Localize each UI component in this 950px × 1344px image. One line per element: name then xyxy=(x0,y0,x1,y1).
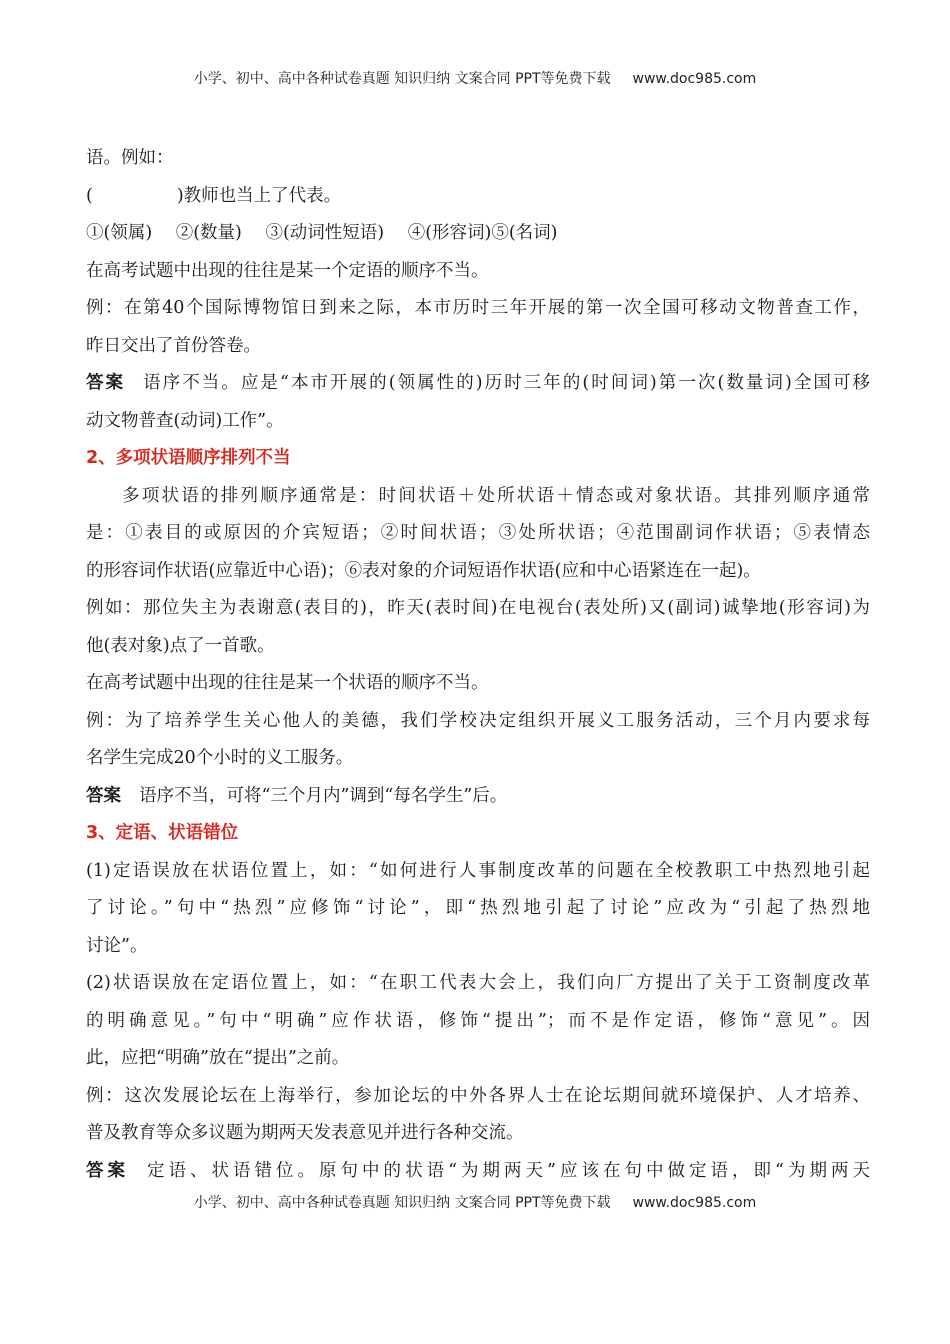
page-footer xyxy=(0,1192,950,1212)
blank-open: ( xyxy=(86,185,93,206)
section3-point-line: (2)状语误放在定语位置上，如：“在职工代表大会上，我们向厂方提出了关于工资制度改革 xyxy=(86,973,870,993)
section2-note: 在高考试题中出现的往往是某一个状语的顺序不当。 xyxy=(86,673,489,693)
footer-text: 小学、初中、高中各种试卷真题 知识归纳 文案合同 PPT等免费下载 xyxy=(193,1195,611,1211)
intro-note: 在高考试题中出现的往往是某一个定语的顺序不当。 xyxy=(86,260,489,281)
option-item: ③(动词性短语) xyxy=(265,223,385,243)
section2-example-line: 他(表对象)点了一首歌。 xyxy=(86,635,275,656)
option-item: ②(数量) xyxy=(175,223,242,243)
answer-text: 定语、状语错位。原句中的状语“为期两天”应该在句中做定语，即“为期两天 xyxy=(147,1160,870,1181)
section3-point-line: 此，应把“明确”放在“提出”之前。 xyxy=(86,1048,350,1068)
blank-close: )教师也当上了代表。 xyxy=(176,185,342,206)
intro-example-line: 例：在第40个国际博物馆日到来之际，本市历时三年开展的第一次全国可移动文物普查工作， xyxy=(86,298,870,318)
answer-text: 语序不当，可将“三个月内”调到“每名学生”后。 xyxy=(139,785,508,806)
intro-example-line: 昨日交出了首份答卷。 xyxy=(86,335,261,356)
blank-sentence xyxy=(86,178,870,216)
section2-example-line: 名学生完成20个小时的义工服务。 xyxy=(86,748,354,768)
section3-example-line: 例：这次发展论坛在上海举行，参加论坛的中外各界人士在论坛期间就环境保护、人才培养、 xyxy=(86,1085,870,1106)
section3-point-line: (1)定语误放在状语位置上，如：“如何进行人事制度改革的问题在全校教职工中热烈地引起 xyxy=(86,860,870,881)
header-text: 小学、初中、高中各种试卷真题 知识归纳 文案合同 PPT等免费下载 xyxy=(193,71,611,87)
section2-body-line: 多项状语的排列顺序通常是：时间状语＋处所状语＋情态或对象状语。其排列顺序通常 xyxy=(122,485,870,506)
section3-example-line: 普及教育等众多议题为期两天发表意见并进行各种交流。 xyxy=(86,1123,524,1143)
page-header xyxy=(0,68,950,88)
section2-answer xyxy=(86,778,870,816)
section-heading-2: 2、多项状语顺序排列不当 xyxy=(86,448,291,468)
answer-label: 答案 xyxy=(86,1160,130,1181)
intro-line: 语。例如： xyxy=(86,148,174,168)
intro-answer xyxy=(86,365,870,403)
intro-answer-line: 动文物普查(动词)工作”。 xyxy=(86,410,284,431)
section3-answer xyxy=(86,1153,870,1191)
option-item: ①(领属) xyxy=(86,223,153,243)
option-list xyxy=(86,215,870,253)
section2-example-line: 例如：那位失主为表谢意(表目的)，昨天(表时间)在电视台(表处所)又(副词)诚挚地(形容词)为 xyxy=(86,598,870,618)
section-heading-3: 3、定语、状语错位 xyxy=(86,823,239,843)
section2-body-line: 是：①表目的或原因的介宾短语；②时间状语；③处所状语；④范围副词作状语；⑤表情态 xyxy=(86,523,870,543)
section3-point-line: 的明确意见。”句中“明确”应作状语，修饰“提出”；而不是作定语，修饰“意见”。因 xyxy=(86,1010,870,1031)
header-url[interactable]: www.doc985.com xyxy=(632,71,757,87)
footer-url[interactable]: www.doc985.com xyxy=(632,1195,757,1211)
option-item: ④(形容词)⑤(名词) xyxy=(407,223,558,243)
section3-point-line: 了讨论。”句中“热烈”应修饰“讨论”，即“热烈地引起了讨论”应改为“引起了热烈地 xyxy=(86,898,870,918)
section2-body-line: 的形容词作状语(应靠近中心语)；⑥表对象的介词短语作状语(应和中心语紧连在一起)。 xyxy=(86,560,761,581)
answer-label: 答案 xyxy=(86,373,126,393)
answer-label: 答案 xyxy=(86,785,121,806)
section3-point-line: 讨论”。 xyxy=(86,935,148,956)
section2-example-line: 例：为了培养学生关心他人的美德，我们学校决定组织开展义工服务活动，三个月内要求每 xyxy=(86,710,870,731)
answer-text: 语序不当。应是“本市开展的(领属性的)历时三年的(时间词)第一次(数量词)全国可移 xyxy=(143,373,870,393)
document-body xyxy=(86,140,870,1190)
